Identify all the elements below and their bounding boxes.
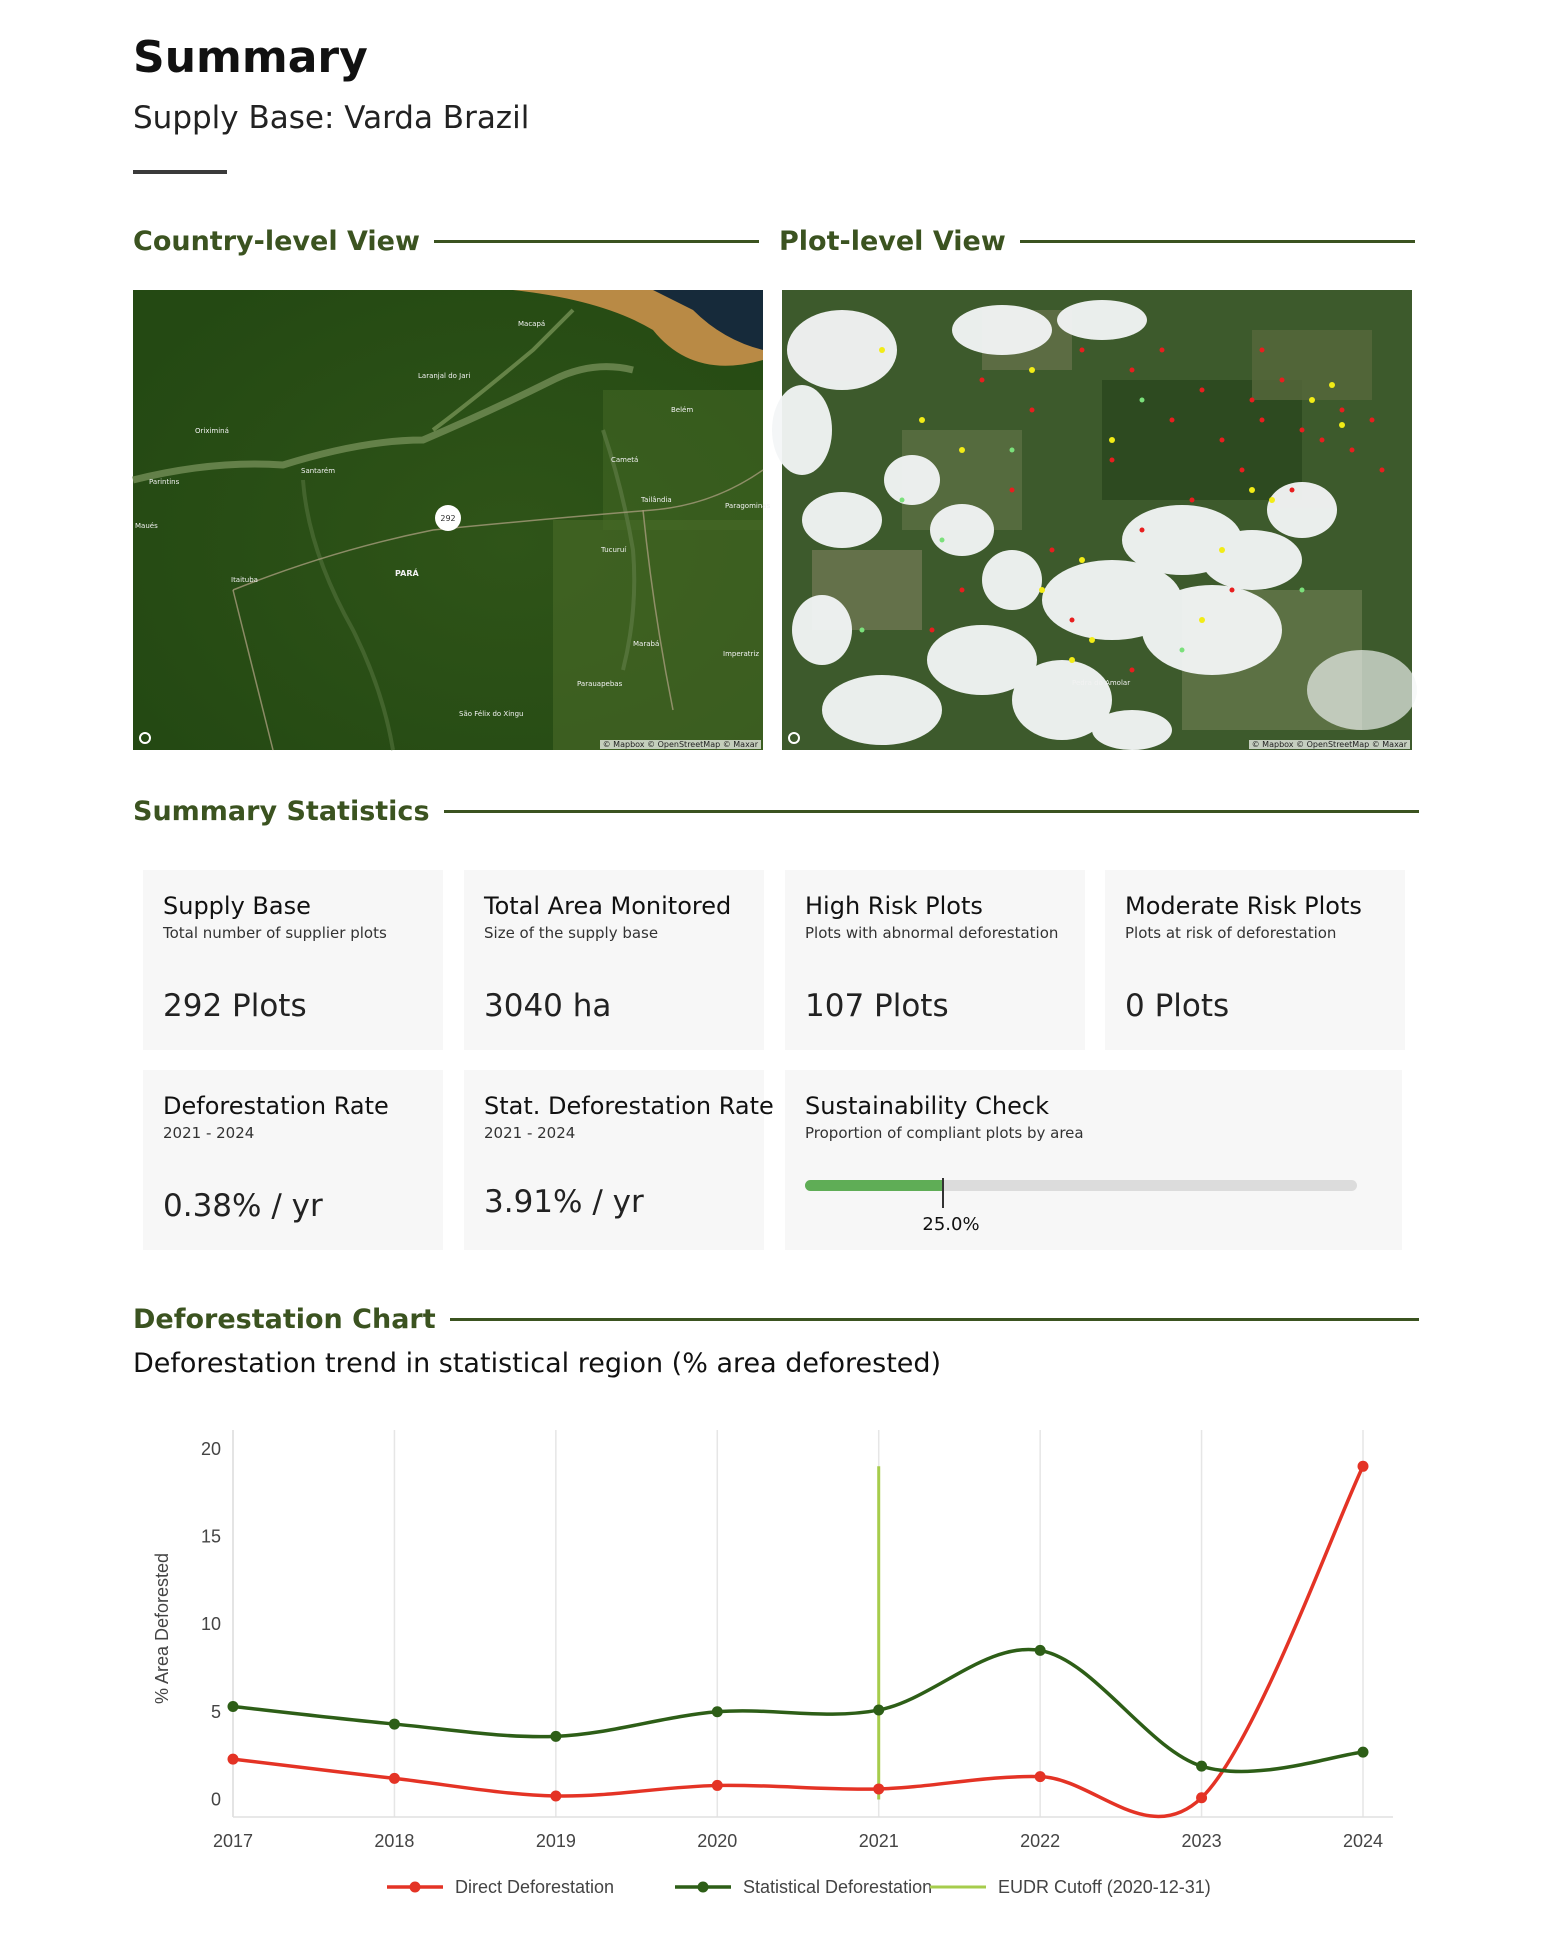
chart-section-title: Deforestation Chart xyxy=(133,1304,436,1335)
data-point-direct-deforestation xyxy=(712,1780,723,1791)
chart-subtitle: Deforestation trend in statistical region (% area deforested) xyxy=(133,1348,942,1379)
deforestation-chart[interactable] xyxy=(140,1410,1384,1920)
stat-card-subtitle: Plots at risk of deforestation xyxy=(1125,924,1337,942)
stat-card-moderate-risk xyxy=(1105,870,1405,1050)
map-label: São Félix do Xingu xyxy=(459,710,524,718)
y-tick-label: 10 xyxy=(200,1614,221,1635)
section-rule xyxy=(444,810,1419,813)
plot-map[interactable] xyxy=(782,290,1412,750)
plot-map-label: Pedra do Amolar xyxy=(1072,679,1131,687)
map-label: Imperatriz xyxy=(723,650,760,658)
map-label: Marabá xyxy=(633,640,660,648)
map-attribution[interactable]: © Mapbox © OpenStreetMap © Maxar xyxy=(1249,740,1410,749)
plot-view-header xyxy=(779,226,1415,257)
data-point-statistical-deforestation xyxy=(1196,1761,1207,1772)
stat-card-title: Deforestation Rate xyxy=(163,1092,389,1120)
map-label: Oriximiná xyxy=(195,427,229,435)
stat-card-value: 0 Plots xyxy=(1125,988,1230,1024)
map-label: Paragominas xyxy=(725,502,771,510)
data-point-direct-deforestation xyxy=(873,1783,884,1794)
stat-card-title: Sustainability Check xyxy=(805,1092,1049,1120)
data-point-direct-deforestation xyxy=(1358,1461,1369,1472)
stat-card-subtitle: Proportion of compliant plots by area xyxy=(805,1124,1084,1142)
section-rule xyxy=(450,1318,1419,1321)
series-line-statistical-deforestation xyxy=(233,1649,1363,1771)
data-point-direct-deforestation xyxy=(550,1790,561,1801)
map-label: Tucuruí xyxy=(601,546,627,554)
country-map[interactable] xyxy=(133,290,771,750)
stat-card-title: High Risk Plots xyxy=(805,892,983,920)
y-tick-label: 5 xyxy=(210,1701,221,1722)
sustainability-progress-fill xyxy=(805,1180,943,1191)
stat-card-title: Total Area Monitored xyxy=(484,892,732,920)
stat-card-supply-base xyxy=(143,870,443,1050)
stat-card-subtitle: Size of the supply base xyxy=(484,924,659,942)
map-label: Maués xyxy=(135,522,158,530)
title-divider xyxy=(133,170,227,174)
legend-marker xyxy=(698,1882,709,1893)
map-label: Parauapebas xyxy=(577,680,623,688)
x-tick-label: 2019 xyxy=(535,1831,576,1851)
x-tick-label: 2018 xyxy=(374,1831,415,1851)
summary-stats-title: Summary Statistics xyxy=(133,796,430,827)
map-attribution[interactable]: © Mapbox © OpenStreetMap © Maxar xyxy=(600,740,761,749)
stat-card-sustainability xyxy=(785,1070,1402,1250)
x-tick-label: 2022 xyxy=(1020,1831,1061,1851)
page-subtitle: Supply Base: Varda Brazil xyxy=(133,100,530,136)
legend-label: Statistical Deforestation xyxy=(743,1877,933,1897)
stat-card-title: Stat. Deforestation Rate xyxy=(484,1092,774,1120)
stat-card-title: Moderate Risk Plots xyxy=(1125,892,1362,920)
map-label: PARÁ xyxy=(395,569,419,578)
country-view-header xyxy=(133,226,759,257)
y-tick-label: 20 xyxy=(200,1438,221,1459)
stat-card-subtitle: Plots with abnormal deforestation xyxy=(805,924,1059,942)
plot-view-title: Plot-level View xyxy=(779,226,1006,257)
mapbox-logo-icon[interactable] xyxy=(139,732,151,744)
map-label: Cametá xyxy=(611,456,639,464)
data-point-statistical-deforestation xyxy=(873,1705,884,1716)
map-label: Laranjal do Jari xyxy=(418,372,471,380)
stat-card-value: 0.38% / yr xyxy=(163,1188,323,1224)
sustainability-progress-marker xyxy=(942,1178,944,1208)
stat-card-value: 3040 ha xyxy=(484,988,612,1024)
map-label: Itaituba xyxy=(231,576,258,584)
stat-card-value: 292 Plots xyxy=(163,988,307,1024)
data-point-statistical-deforestation xyxy=(1035,1645,1046,1656)
stat-card-title: Supply Base xyxy=(163,892,311,920)
stat-card-value: 107 Plots xyxy=(805,988,949,1024)
legend-label: EUDR Cutoff (2020-12-31) xyxy=(998,1877,1211,1897)
section-rule xyxy=(1020,240,1415,243)
mapbox-logo-icon[interactable] xyxy=(788,732,800,744)
legend-marker xyxy=(410,1882,421,1893)
stat-card-deforestation-rate xyxy=(143,1070,443,1250)
x-tick-label: 2017 xyxy=(212,1831,254,1851)
y-tick-label: 15 xyxy=(200,1526,221,1547)
stat-card-subtitle: 2021 - 2024 xyxy=(163,1124,255,1142)
x-tick-label: 2024 xyxy=(1342,1831,1384,1851)
country-view-title: Country-level View xyxy=(133,226,420,257)
map-label: Parintins xyxy=(149,478,180,486)
map-label: Belém xyxy=(671,406,694,414)
data-point-statistical-deforestation xyxy=(389,1719,400,1730)
map-label: Santarém xyxy=(301,467,336,475)
stat-card-stat-deforestation-rate xyxy=(464,1070,774,1250)
sustainability-progress-label: 25.0% xyxy=(922,1214,980,1235)
stat-card-high-risk xyxy=(785,870,1085,1050)
data-point-statistical-deforestation xyxy=(228,1701,239,1712)
legend-label: Direct Deforestation xyxy=(455,1877,615,1897)
stat-card-subtitle: 2021 - 2024 xyxy=(484,1124,576,1142)
y-tick-label: 0 xyxy=(210,1789,221,1810)
section-rule xyxy=(434,240,759,243)
map-label: Tailândia xyxy=(641,496,672,504)
x-tick-label: 2021 xyxy=(858,1831,899,1851)
sustainability-progress-bar xyxy=(805,1180,1357,1235)
cluster-count[interactable]: 292 xyxy=(440,514,456,523)
data-point-direct-deforestation xyxy=(1196,1792,1207,1803)
data-point-direct-deforestation xyxy=(228,1754,239,1765)
data-point-direct-deforestation xyxy=(389,1773,400,1784)
chart-header xyxy=(133,1304,1419,1335)
page-title: Summary xyxy=(133,32,368,83)
data-point-statistical-deforestation xyxy=(712,1706,723,1717)
y-axis-label: % Area Deforested xyxy=(152,1552,172,1705)
stat-card-total-area xyxy=(464,870,764,1050)
stat-card-subtitle: Total number of supplier plots xyxy=(163,924,387,942)
x-tick-label: 2023 xyxy=(1181,1831,1222,1851)
data-point-direct-deforestation xyxy=(1035,1771,1046,1782)
summary-stats-header xyxy=(133,796,1419,827)
data-point-statistical-deforestation xyxy=(1358,1747,1369,1758)
x-tick-label: 2020 xyxy=(697,1831,738,1851)
map-label: Macapá xyxy=(518,320,546,328)
stat-card-value: 3.91% / yr xyxy=(484,1184,644,1220)
data-point-statistical-deforestation xyxy=(550,1731,561,1742)
